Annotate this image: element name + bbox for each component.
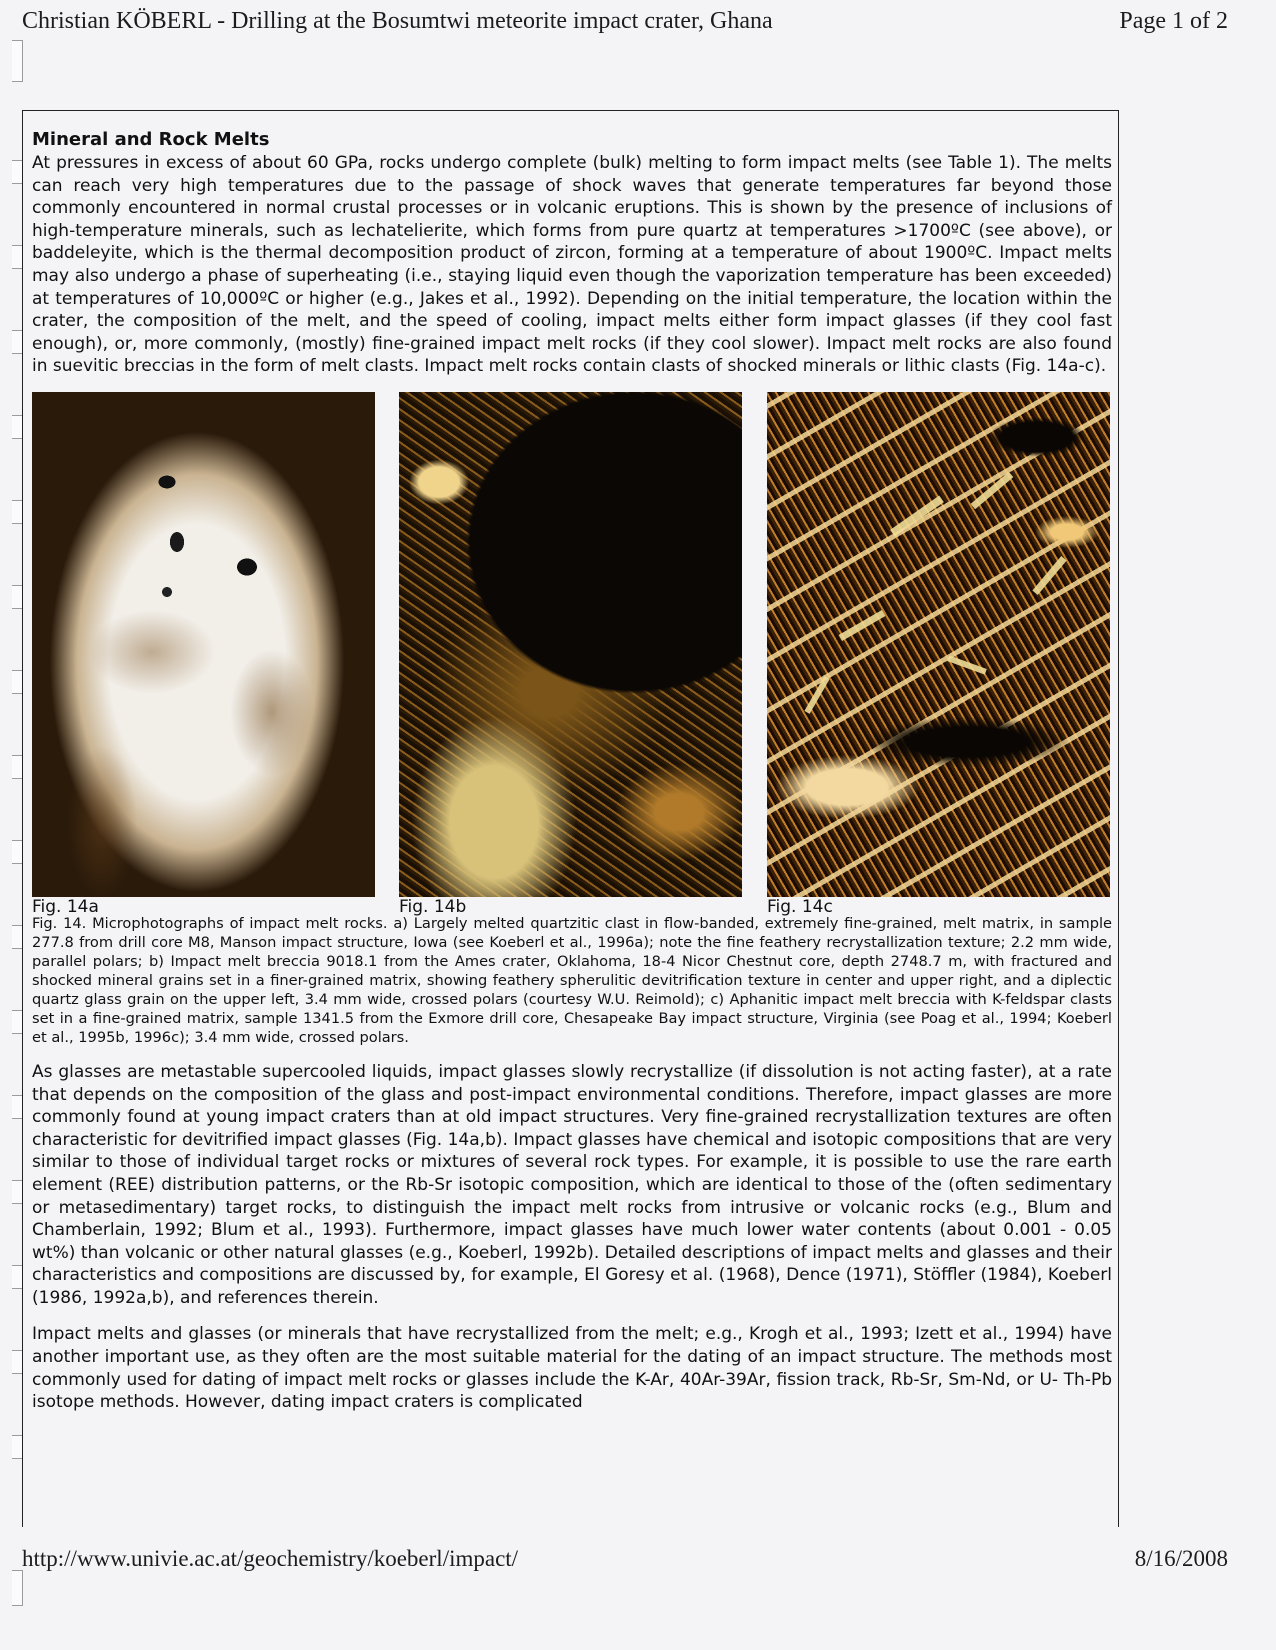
paragraph-glasses: As glasses are metastable supercooled liquids, impact glasses slowly recrystallize (if dissolution is not acting faster), at a rate that depends on the composition of the glass and post-impact environmental conditions. Therefore, impact glasses are more commonly found at young impact craters than at old impact structures. Very fine-grained recrystallization textures are often characteristic for devitrified impact glasses (Fig. 14a,b). Impact glasses have chemical and isotopic compositions that are very similar to those of individual target rocks or mixtures of several rock types. For example, it is possible to use the rare earth element (REE) distribution patterns, or the Rb-Sr isotopic composition, which are identical to those of the (often sedimentary or metasedimentary) target rocks, to distinguish the impact melt rocks from intrusive or volcanic rocks (e.g., Blum and Chamberlain, 1992; Blum et al., 1993). Furthermore, impact glasses have much lower water contents (about 0.001 - 0.05 wt%) than volcanic or other natural glasses (e.g., Koeberl, 1992b). Detailed descriptions of impact melts and glasses and their characteristics and compositions are discussed by, for example, El Goresy et al. (1968), Dence (1971), Stöffler (1984), Koeberl (1986, 1992a,b), and references therein. — [32, 1061, 1112, 1308]
feldspar-lath — [947, 655, 987, 674]
feldspar-lath — [890, 495, 944, 536]
microphotograph-14c — [767, 392, 1110, 897]
feldspar-lath — [804, 676, 829, 714]
figure-label: Fig. 14a — [32, 896, 99, 917]
microphotograph-14b — [399, 392, 742, 897]
binder-hole — [12, 40, 23, 82]
figure-label: Fig. 14c — [767, 896, 833, 917]
paragraph-intro: At pressures in excess of about 60 GPa, rocks undergo complete (bulk) melting to form impact melts (see Table 1). The melts can reach very high temperatures due to the passage of shock waves that generate temperatures far beyond those commonly encountered in normal crustal processes or in volcanic eruptions. This is shown by the presence of inclusions of high-temperature minerals, such as lechatelierite, which forms from pure quartz at temperatures >1700ºC (see above), or baddeleyite, which is the thermal decomposition product of zircon, forming at a temperature of about 1900ºC. Impact melts may also undergo a phase of superheating (i.e., staying liquid even though the vaporization temperature has been exceeded) at temperatures of 10,000ºC or higher (e.g., Jakes et al., 1992). Depending on the initial temperature, the location within the crater, the composition of the melt, and the speed of cooling, impact melts either form impact glasses (if they cool fast enough), or, more commonly, (mostly) fine-grained impact melt rocks (if they cool slower). Impact melt rocks are also found in suevitic breccias in the form of melt clasts. Impact melt rocks contain clasts of shocked minerals or lithic clasts (Fig. 14a-c). — [32, 153, 1112, 377]
figure-14c — [767, 392, 1110, 917]
paragraph-dating: Impact melts and glasses (or minerals that have recrystallized from the melt; e.g., Krogh et al., 1993; Izett et al., 1994) have another important use, as they often are the most suitable material for the dating of an impact structure. The methods most commonly used for dating of impact melt rocks or glasses include the K-Ar, 40Ar-39Ar, fission track, Rb-Sr, Sm-Nd, or U- Th-Pb isotope methods. However, dating impact craters is complicated — [32, 1324, 1112, 1413]
figure-14b — [399, 392, 742, 917]
document-title: Christian KÖBERL - Drilling at the Bosumtwi meteorite impact crater, Ghana — [22, 8, 773, 34]
print-date: 8/16/2008 — [1134, 1546, 1228, 1571]
feldspar-lath — [1032, 556, 1066, 595]
figure-14a — [32, 392, 375, 917]
binder-hole — [12, 1570, 23, 1606]
figure-row — [32, 392, 1112, 917]
article-content — [32, 128, 1112, 1414]
source-url: http://www.univie.ac.at/geochemistry/koeberl/impact/ — [22, 1546, 519, 1571]
feldspar-lath — [839, 610, 886, 641]
figure-label: Fig. 14b — [399, 896, 467, 917]
feldspar-lath — [971, 472, 1014, 510]
figure-caption: Fig. 14. Microphotographs of impact melt rocks. a) Largely melted quartzitic clast in flow-banded, extremely fine-grained, melt matrix, in sample 277.8 from drill core M8, Manson impact structure, Iowa (see Koeberl et al., 1996a); note the fine feathery recrystallization texture; 2.2 mm wide, parallel polars; b) Impact melt breccia 9018.1 from the Ames crater, Oklahoma, 18-4 Nicor Chestnut core, depth 2748.7 m, with fractured and shocked mineral grains set in a finer-grained matrix, showing feathery spherulitic devitrification texture in center and upper right, and a diplectic quartz glass grain on the upper left, 3.4 mm wide, crossed polars (courtesy W.U. Reimold); c) Aphanitic impact melt breccia with K-feldspar clasts set in a fine-grained matrix, sample 1341.5 from the Exmore drill core, Chesapeake Bay impact structure, Virginia (see Poag et al., 1994; Koeberl et al., 1995b, 1996c); 3.4 mm wide, crossed polars. — [32, 914, 1112, 1046]
page-number: Page 1 of 2 — [1119, 8, 1228, 34]
microphotograph-14a — [32, 392, 375, 897]
section-heading: Mineral and Rock Melts — [32, 129, 270, 150]
